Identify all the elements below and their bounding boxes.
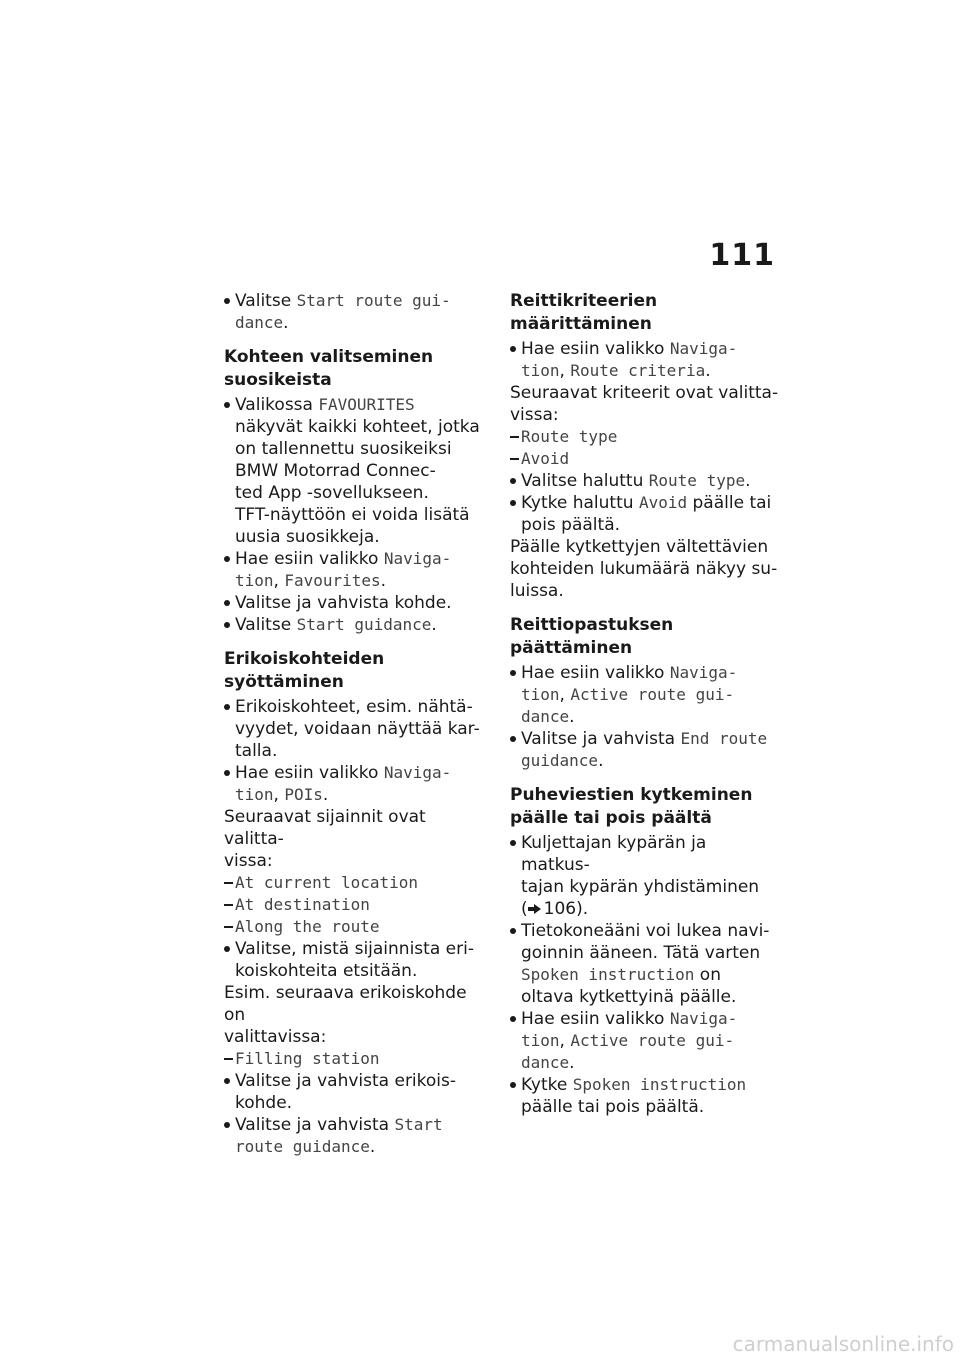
dash-item: Avoid <box>510 448 780 470</box>
paragraph: Esim. seuraava erikoiskohde on valittavissa: <box>224 983 467 1047</box>
paragraph: Seuraavat sijainnit ovat valitta- vissa: <box>224 807 426 871</box>
list-item: Valikossa FAVOURITES näkyvät kaikki kohteet, jotka on tallennettu suosikeiksi BMW Motorrad Connec- ted App -sovellukseen. TFT-näyttöön ei voida lisätä uusia suosikkeja. <box>224 394 489 548</box>
list-item: Hae esiin valikko Naviga- tion, Active route gui- dance. <box>510 1008 780 1074</box>
list-item: Kytke haluttu Avoid päälle tai pois päältä. <box>510 492 780 536</box>
section-heading-voice: Puheviestien kytkeminen päälle tai pois päältä <box>510 785 753 828</box>
list-item: Valitse ja vahvista erikois- kohde. <box>224 1070 489 1114</box>
section-heading-pois: Erikoiskohteiden syöttäminen <box>224 649 385 692</box>
list-item: Valitse, mistä sijainnista eri- koiskohteita etsitään. <box>224 938 489 982</box>
paragraph: Seuraavat kriteerit ovat valitta- vissa: <box>510 383 779 425</box>
list-item: Hae esiin valikko Naviga- tion, Favourites. <box>224 548 489 592</box>
list-item: Valitse ja vahvista Start route guidance. <box>224 1114 489 1158</box>
list-item: Hae esiin valikko Naviga- tion, Route criteria. <box>510 338 780 382</box>
list-item: Kuljettajan kypärän ja matkus- tajan kypärän yhdistäminen ( 106). <box>510 832 780 920</box>
list-item: Kytke Spoken instruction päälle tai pois päältä. <box>510 1074 780 1118</box>
list-item: Tietokoneääni voi lukea navi- goinnin ääneen. Tätä varten Spoken instruction on oltava kytkettyinä päälle. <box>510 920 780 1008</box>
dash-item: At current location <box>224 872 489 894</box>
watermark: carmanualsonline.info <box>732 1332 954 1356</box>
dash-item: Route type <box>510 426 780 448</box>
section-heading-route-criteria: Reittikriteerien määrittäminen <box>510 291 658 334</box>
list-item: Hae esiin valikko Naviga- tion, Active route gui- dance. <box>510 662 780 728</box>
dash-item: At destination <box>224 894 489 916</box>
section-heading-favourites: Kohteen valitseminen suosikeista <box>224 347 434 390</box>
list-item: Valitse Start guidance. <box>224 614 489 636</box>
left-column <box>224 290 489 1158</box>
page-reference[interactable]: 106 <box>543 899 577 919</box>
list-item: Valitse haluttu Route type. <box>510 470 780 492</box>
list-item: Valitse Start route gui- dance. <box>224 290 489 334</box>
list-item: Valitse ja vahvista End route guidance. <box>510 728 780 772</box>
list-item: Erikoiskohteet, esim. nähtä- vyydet, voidaan näyttää kar- talla. <box>224 696 489 762</box>
right-column <box>510 290 780 1118</box>
dash-item: Along the route <box>224 916 489 938</box>
dash-item: Filling station <box>224 1048 489 1070</box>
section-heading-end-guidance: Reittiopastuksen päättäminen <box>510 615 674 658</box>
list-item: Valitse ja vahvista kohde. <box>224 592 489 614</box>
paragraph: Päälle kytkettyjen vältettävien kohteiden lukumäärä näkyy su- luissa. <box>510 537 778 601</box>
page-number: 111 <box>709 238 775 273</box>
list-item: Hae esiin valikko Naviga- tion, POIs. <box>224 762 489 806</box>
arrow-icon <box>528 899 544 919</box>
